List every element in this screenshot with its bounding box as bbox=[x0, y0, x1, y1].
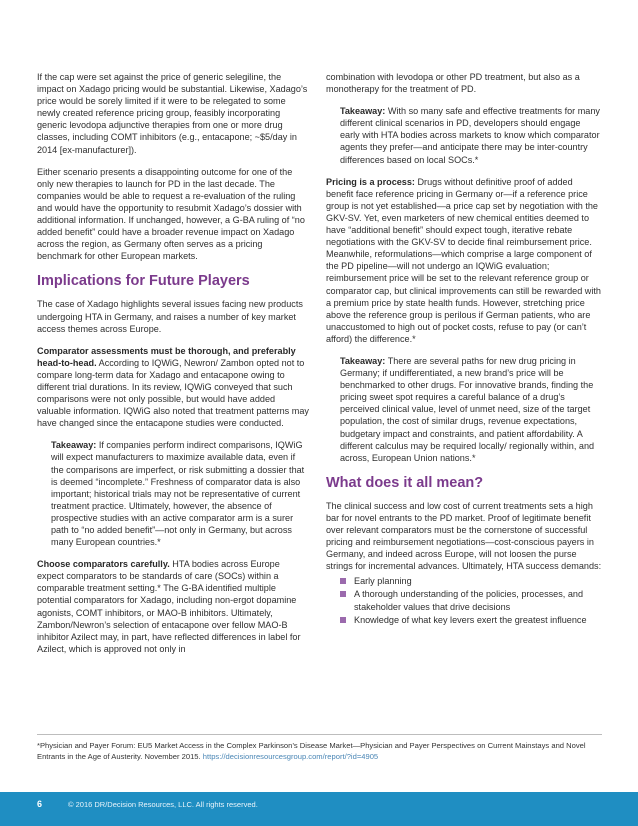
footnote bbox=[37, 740, 602, 762]
lead-in: Choose comparators carefully. bbox=[37, 559, 170, 570]
paragraph: The clinical success and low cost of current treatments sets a high bar for novel entrants to the PD market. Proof of legitimate benefit over relevant comparators must be the cornerstone of successful pricing and reimbursement negotiations—cost-conscious payers in Germany, and indeed across Europe, will not loosen the purse strings for incremental advances. Ultimately, HTA success demands: bbox=[326, 500, 602, 572]
paragraph-text: HTA bodies across Europe expect comparators to be standards of care (SOCs) within a comparable treatment setting.* The G-BA identified multiple potential comparators for Xadago, including non-ergot dopamine agonists, COMT inhibitors, or MAO-B inhibitors. Ultimately, Zambon/Newron’s selection of entacapone over fellow MAO-B inhibitor Azilect may, in part, have reflected differences in label for Azilect, which is approved not only in bbox=[37, 559, 301, 654]
takeaway-block bbox=[340, 105, 602, 165]
footnote-link[interactable]: https://decisionresourcesgroup.com/report/?id=4905 bbox=[202, 752, 379, 761]
list-item bbox=[340, 588, 602, 612]
section-heading-meaning: What does it all mean? bbox=[326, 474, 484, 491]
paragraph bbox=[37, 345, 309, 430]
takeaway-text: If companies perform indirect comparisons, IQWiG will expect manufacturers to maximize available data, even if the comparisons are imperfect, or risk submitting a dossier that is deemed “incomplete.” Freshness of comparator data is also important; historical trials may not be representative of current treatment practice. Ultimately, however, the absence of prospective studies with an active comparator arm is a surer path to “no added benefit”—not only in Germany, but across many European countries.* bbox=[51, 440, 305, 548]
copyright-text: © 2016 DR/Decision Resources, LLC. All rights reserved. bbox=[68, 800, 258, 809]
paragraph: combination with levodopa or other PD treatment, but also as a monotherapy for the treatment of PD. bbox=[326, 72, 580, 95]
paragraph bbox=[37, 558, 309, 655]
takeaway-label: Takeaway: bbox=[51, 440, 97, 451]
takeaway-label: Takeaway: bbox=[340, 106, 386, 117]
paragraph-text: Drugs without definitive proof of added benefit face reference pricing in Germany or—if a reference price group is not yet established—a price cap set by negotiation with the GKV-SV. Yet, even marketers of new chemical entities deemed to have “additional benefit” should expect tough, iterative rebate negotiations with the GKV-SV to decide final reimbursement price. Meanwhile, reformulations—which comprise a large component of the PD pipeline—will not undergo an IQWiG evaluation; reimbursement price will be set to the relevant reference group or comparator cap, but clinical improvements can still be rewarded with a premium price by state health funds. However, stretching price above the reference group is perilous if German patients, who are unaccustomed to high out of pocket costs, refuse to pay (or can’t afford) the difference.* bbox=[326, 176, 601, 344]
takeaway-block bbox=[340, 355, 602, 464]
list-item-text: A thorough understanding of the policies, processes, and stakeholder values that drive decisions bbox=[354, 589, 584, 612]
paragraph: Either scenario presents a disappointing outcome for one of the only new therapies to launch for PD in the last decade. The companies would be able to request a re-evaluation of the ruling and would have the opportunity to resubmit Xadago’s dossier with additional information. If unchanged, however, a G-BA ruling of “no added benefit” could have a broader revenue impact on Xadago across the region, as Germany often serves as a pricing benchmark for other European markets. bbox=[37, 166, 305, 262]
list-item-text: Early planning bbox=[354, 576, 412, 587]
paragraph: If the cap were set against the price of generic selegiline, the impact on Xadago pricing would be substantial. Likewise, Xadago’s price would be sorely limited if it were to be relegated to some newly created reference pricing group, feasibly incorporating generic levodopa adjunctive therapies from one or more drug classes, including COMT inhibitors (e.g., entacapone; ~$5/day in 2014 [ex-manufacturer]). bbox=[37, 72, 308, 155]
paragraph-text: According to IQWiG, Newron/ Zambon opted not to compare long-term data for Xadago and entacapone owing to different trial durations. In its review, IQWiG conveyed that such comparisons were not only possible, but would have added valuable information. IQWiG also noted that treatment patterns may have changed since the entacapone studies were conducted. bbox=[37, 357, 309, 429]
footer-bar bbox=[0, 792, 638, 826]
takeaway-block bbox=[51, 439, 309, 548]
left-column bbox=[37, 71, 309, 665]
takeaway-text: There are several paths for new drug pricing in Germany; if undifferentiated, a new brand’s price will be benchmarked to other drugs. For innovative brands, finding the pricing sweet spot requires a careful balance of a drug’s perceived clinical value, level of unmet need, size of the target population, the cost of similar drugs, revenue expectations, budgetary impact and constraints, and patient affordability. A different calculus may be required locally/ regionally within, and across, European Union nations.* bbox=[340, 355, 595, 463]
square-bullet-icon bbox=[340, 591, 346, 597]
takeaway-text: With so many safe and effective treatments for many different clinical scenarios in PD, developers should engage early with HTA bodies across markets to know which comparator agents they prefer—and anticipate there may be inter-country differences based on local SOCs.* bbox=[340, 106, 600, 165]
lead-in: Pricing is a process: bbox=[326, 176, 415, 187]
footnote-text: *Physician and Payer Forum: EU5 Market Access in the Complex Parkinson’s Disease Market—Physician and Payer Perspectives on Current Mainstays and Novel Entrants in the Age of Austerity. November 2015. bbox=[37, 741, 586, 761]
square-bullet-icon bbox=[340, 617, 346, 623]
square-bullet-icon bbox=[340, 578, 346, 584]
list-item-text: Knowledge of what key levers exert the greatest influence bbox=[354, 614, 587, 625]
bullet-list bbox=[326, 575, 602, 625]
list-item bbox=[340, 575, 602, 587]
paragraph: The case of Xadago highlights several issues facing new products undergoing HTA in Germany, and raises a number of key market access themes across Europe. bbox=[37, 299, 303, 334]
paragraph bbox=[326, 176, 602, 345]
list-item bbox=[340, 614, 602, 626]
lead-in: Comparator assessments must be thorough, and preferably head-to-head. bbox=[37, 345, 296, 368]
section-heading-implications: Implications for Future Players bbox=[37, 273, 250, 290]
page-number: 6 bbox=[37, 799, 43, 809]
footnote-divider bbox=[37, 734, 602, 735]
takeaway-label: Takeaway: bbox=[340, 355, 386, 366]
right-column bbox=[326, 71, 602, 627]
